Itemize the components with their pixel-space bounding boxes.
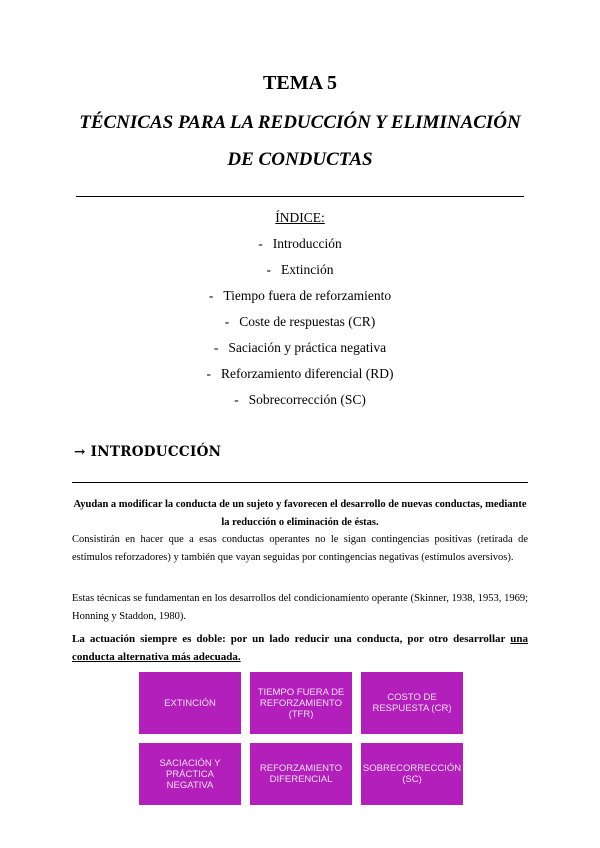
intro-paragraph-1: Consistirán en hacer que a esas conductas operantes no le sigan contingencias positivas (retirada de estímulos reforzadores) y también que vayan seguidas por contingencias negativas (estímulos aversivos). [72, 534, 528, 563]
technique-box-tiempo-fuera: TIEMPO FUERA DE REFORZAMIENTO (TFR) [250, 672, 352, 734]
intro-lead: Ayudan a modificar la conducta de un sujeto y favorecen el desarrollo de nuevas conductas, mediante la reducción o eliminación de éstas. [73, 499, 527, 528]
technique-box-reforzamiento-diferencial: REFORZAMIENTO DIFERENCIAL [250, 743, 352, 805]
index-item-label: Tiempo fuera de reforzamiento [223, 288, 392, 303]
index-item-label: Coste de respuestas (CR) [239, 314, 376, 329]
intro-paragraph-2: Estas técnicas se fundamentan en los desarrollos del condicionamiento operante (Skinner, 1938, 1953, 1969; Honning y Staddon, 1980). [72, 593, 528, 622]
title-divider [76, 196, 524, 197]
technique-box-extincion: EXTINCIÓN [139, 672, 241, 734]
index-item: - Tiempo fuera de reforzamiento [208, 288, 392, 303]
index-item: - Saciación y práctica negativa [213, 340, 387, 355]
section-heading-introduccion: → INTRODUCCIÓN [74, 444, 222, 460]
index-item-label: Reforzamiento diferencial (RD) [221, 366, 394, 381]
index-item: - Introducción [258, 236, 342, 251]
intro-paragraph-3-text: La actuación siempre es doble: por un lado reducir una conducta, por otro desarrollar [72, 633, 511, 645]
index-item: - Reforzamiento diferencial (RD) [206, 366, 394, 381]
index-heading: ÍNDICE: [275, 210, 325, 225]
intro-paragraph-3 [72, 630, 528, 666]
index-item-label: Sobrecorrección (SC) [248, 392, 366, 407]
index-item: - Coste de respuestas (CR) [224, 314, 376, 329]
document-title: TÉCNICAS PARA LA REDUCCIÓN Y ELIMINACIÓN DE CONDUCTAS [79, 112, 521, 170]
index-item-label: Extinción [281, 262, 334, 277]
section-divider [72, 482, 528, 483]
index-list [0, 233, 600, 415]
intro-paragraph-3-underlined: una conducta alternativa más adecuada. [72, 633, 528, 663]
index-item: - Sobrecorrección (SC) [234, 392, 366, 407]
index-item-label: Introducción [272, 236, 342, 251]
index-item-label: Saciación y práctica negativa [228, 340, 387, 355]
technique-box-costo-respuesta: COSTO DE RESPUESTA (CR) [361, 672, 463, 734]
technique-box-saciacion: SACIACIÓN Y PRÁCTICA NEGATIVA [139, 743, 241, 805]
technique-box-sobrecorreccion: SOBRECORRECCIÓN (SC) [361, 743, 463, 805]
document-tema: TEMA 5 [263, 72, 337, 94]
index-item: - Extinción [266, 262, 334, 277]
